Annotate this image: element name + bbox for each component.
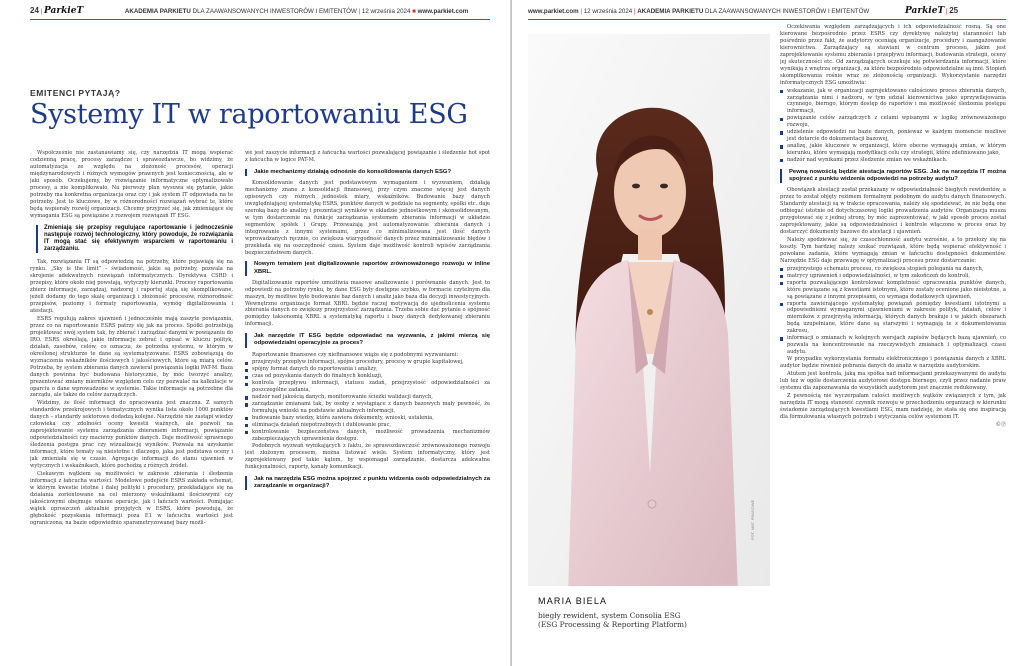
paragraph: Widzimy, że ilość informacji do opracowania jest znaczna. Z samych standardów przekrojowych i tematycznych wynika lista około 1000 punktów danych – standardy sektorowe dodadzą kolejne. Narzędzie nie zastąpi wiedzy człowieka czy zdolności oceny kwestii ważnych, ale pozwoli na zaprojektowanie systemu zarządzania zbieraniem informacji, powiązanie odpowiedzialności czy macierzy punktów danych. Daje możliwość sprawnego śledzenia postępu prac czy wizualizację wyników. Pozwala na uzyskanie informacji, które tematy są nieistotne i dlaczego, jaka jest podstawa oceny i jak zmieniała się w czasie. Agregacje informacji do stanu ujawnień w wytycznych i wskaźnikach, które pochodzą z różnych źródeł. — [30, 400, 233, 469]
article-column-1 — [30, 150, 233, 655]
article-column-2 — [245, 150, 490, 655]
audit-benefits-list — [780, 266, 1006, 356]
paragraph: Atutem jest kontrola, jaką ma spółka nad informacjami przekazywanymi do audytu lub też w ogóle dostarczenia audytorowi dostępu biernego, czyli przez nadanie praw systemu dla zapoznawania do wszystkich audytorem jest znacznie redukowany. — [780, 371, 1006, 391]
question-heading: Jak narzędzie IT ESG będzie odpowiadać na wyzwania, z jakimi mierzą się odpowiedzialni operacyjnie za proces? — [245, 333, 490, 347]
paragraph: Ciekawym wątkiem są możliwości w zakresie zbierania i śledzenia informacji z łańcucha wartości. Modelowe podejście ESRS zakłada schemat, w którym kwestie istotne i dalej polityki i procedury, przekładające się na działania zorientowane na cel mierzony wskaźnikami ilościowymi czy jakościowymi obejmuje własne operacje, jak i łańcuch wartości. Pomijając wątek uproszczeń aktualnie przyjętych w ESRS, które powodują, że głębokość pozyskania informacji poza E1 w łańcuchu wartości jest ograniczona, na bazie odpowiednio sparametryzowanej bazy możli- — [30, 470, 233, 526]
author-role: biegły rewident, system Consolia ESG — [538, 611, 681, 620]
question-heading: Jakie mechanizmy działają odnośnie do konsolidowania danych ESG? — [245, 169, 490, 176]
article-title: Systemy IT w raportowaniu ESG — [30, 99, 468, 130]
site-url: www.parkiet.com — [417, 8, 469, 15]
issue-date: 12 września 2024 — [361, 8, 411, 15]
list-item: analizę, jakie kluczowe w organizacji, które obecne wymagają zmian, w którym kierunku, które wymagają modyfikacji celu czy strategii, które zdefiniowano jako, — [780, 143, 1006, 157]
site-url: www.parkiet.com — [528, 8, 579, 15]
list-item: wskazanie, jak w organizacji zaprojektowano całościowo proces zbierania danych, zarządzania nimi i nadzoru, w tym udział kierownictwa jako uprzywilejowania czynnego, bierngo, którym dostęp do raportów i ma możliwość śledzenia postępu informacji, — [780, 88, 1006, 116]
list-item: nadzór nad wynikami przez śledzenie zmian we wskaźnikach. — [780, 157, 1006, 164]
list-item: raportu zawierającego systematykę powiązań pomiędzy kwestiami istotnymi a odpowiedniemi wymaganymi ujawnieniami w zakresie polityk, działań, celów i mierników z przejrzystą informacją, których danych brakuje i w jakich obszarach będą uzupełniane, które dane są starszymi i wymagają te z dokumentowania zakresu, — [780, 301, 1006, 336]
list-item: czas od pozyskania danych do finalnych konkluzji, — [245, 373, 490, 380]
challenges-list — [245, 359, 490, 442]
page-number: 25 — [949, 6, 959, 15]
list-item: przejrzystego schematu procesu, co zwiększa stopień polegania na danych, — [780, 266, 1006, 273]
paragraph: ESRS regulują zakres ujawnień i jednocześnie mają zaszyte powiązania, przez co na raportowanie ESRS patrzy się jak na proces. Spółki potrzebują projektować swój system tak, by zbierać i zarządzać danymi w powiązaniu do IRO. ESRS określają, jakie informacje zebrać i opisać w kluczu polityk, działań, zasobów, celów, co oznacza, że potrzeba systemu, w którym w określonej strukturze te dane są systematyzowane. ESRS zobowiązują do wyznaczenia wskaźników ilościowych i jakościowych, które są miarą celów. Potrzeba, by system zbierania danych zawierał powiązania logiki PAT-M. Baza danych powinna być budowana historycznie, by móc tworzyć analizy, prezentować zmiany mierników względem celu czy pozwalać na kalkulacje w oparciu o dane wprowadzone w systemie. Takie informacje są potrzebne dla zarządu, ale także do celów zarządczych. — [30, 315, 233, 399]
section-subtitle: DLA ZAAWANSOWANYCH INWESTORÓW I EMITENTÓW — [705, 8, 870, 15]
paragraph: Podobnych wyzwań wynikających z faktu, że sprawozdawczość zrównoważonego rozwoju jest złożonym procesem, można listować wiele. System informatyczny, który jest zaprojektowany pod takie kątem, by wspomagał zarządzanie, dostarcza adekwatne funkcjonalności, raporty, kanały komunikacji. — [245, 442, 490, 470]
list-item: budowanie bazy wiedzy, która zawiera dokumenty, wnioski, ustalenia, — [245, 415, 490, 422]
portrait-illustration — [528, 34, 770, 586]
management-benefits-list — [780, 88, 1006, 164]
list-item: zarządzanie zmianami tak, by osoby z wystąpiące z danych bazowych mały pewność, że formułują wnioski na podstawie aktualnych informacji, — [245, 401, 490, 415]
paragraph: Obowiązek atestacji został przekazany w odpowiedzialność biegłych rewidentów, a przez to został objęty reżimem formalnym podobnym do audytu danych finansowych. Standardy atestacji są w trakcie opracowania, należy się spodziewać, że nie będą one odbiegać istotnie od dotychczasowej logiki prowadzenia audytów. Organizacja musza przygotować się z jednej strony, by móc zaprezentować, w jaki sposób proces został zaprojektowany, jakie są odpowiedzialności i kontrole włączone w proces oraz by dostarczyć dokumenty bazowe do atestacji i ujawnień. — [780, 187, 1006, 235]
paragraph: Z pewnością nie wyczerpałam całości możliwych wątków związanych z tym, jak narzędzia IT mogą stanowić czynnik rozwoju w przechodzeniu organizacji w kierunku świadomie zarządzających kwestiami ESG, mam nadzieję, że stała się one inspiracją dla formułowania własnych potrzeb i wytyczania celów systemom IT. — [780, 392, 1006, 420]
paragraph: Konsolidowanie danych jest podstawowym wymaganiem i wyzwaniem, działają mechanizmy znane z konsolidacji finansowej, przy czym znaczne więcej jest danych opisowych czy różnych jednostek miary, wskaźników. Budowanie bazy danych uwzględniającej systematykę ESRS, punktów danych w podziale na segmenty, spółki etc. daje szeroką bazę do analizy i prezentacji wyników w układzie jednostkowym i skonsolidowanym, w tym dostarczenie na funkcje zarządzania systemem zbierania informacji w układzie segmentów, spółek i Grupy. Przeważają jest automatyzowanie zbierania danych i integrowanie z innymi systemami, przez co minimalizowana jest ilość danych wprowadzanych ręcznie, co zwiększa wiarygodność danych przez minimalizowanie błędów i przekłada się na oszczędność czasu. System daje możliwość kontroli wpisów zarządzania bezpieczeństwem danych. — [245, 180, 490, 256]
issue-date: 12 września 2024 — [583, 8, 633, 15]
section-subtitle: DLA ZAAWANSOWANYCH INWESTORÓW I EMITENTÓW — [192, 8, 357, 15]
list-item: matrycy uprawnień i odpowiedzialności, w tym zakończeń do kontroli, — [780, 273, 1006, 280]
paragraph: Raportowanie finansowe czy niefinansowe wiąże się z podobnymi wyzwaniami: — [252, 351, 459, 358]
paragraph: Współcześnie nie zastanawiamy się, czy narzędzia IT mogą wspierać codzienną pracę, procesy zarządcze i sprawozdawcze, bo widzimy, że automatyzacja ze względu na złożoność procesów, operacji międzynarodowych i różnych wymogów prawnych jest koniecznością, ale w jaki sposób. Oczekujemy, by rozwiązanie informatyczne optymalizowało procesy, a nie komplikowało. Na pierwszy plan wysuwa się pytanie, jakie potrzeby ma konkretna organizacja oraz czy i jak system IT odpowiada na te potrzeby. Jest to kluczowe, by w różnorodności rozwiązań wybrać te, które będą wspierały rozwój organizacji. Chcemy przyjrzeć się, jak zmieniające się wymagania ESG są powiązane z rozwojem rozwiązań IT ESG. — [30, 150, 233, 219]
question-heading: Nowym tematem jest digitalizowanie raportów zrównoważonego rozwoju w inline XBRL. — [245, 261, 490, 275]
question-heading: Jak na narzędzia ESG można spojrzeć z punktu widzenia osób odpowiedzialnych za zarządzanie w organizacji? — [245, 476, 490, 490]
list-item: informacji o zmianach w kolejnych wersjach zapisów będących bazą ujawnień, co pozwala na koncentrowanie na rzeczywistych zmianach i optymalizacji czasu audytu. — [780, 335, 1006, 356]
left-page-header: 24 | ParkieT AKADEMIA PARKIETU DLA ZAAWANSOWANYCH INWESTORÓW I EMITENTÓW | 12 września 2024 ■ www.parkiet.com — [30, 6, 490, 20]
author-description — [538, 611, 687, 630]
paragraph: Tak, rozwiązania IT są odpowiedzią na potrzeby, które pojawiają się na rynku. „Sky is the limit” – świadomość, jakie są potrzeby, pozwala na skrojenie adekwatnych rozwiązań informatycznych. Dyrektywa CSRD i przepisy, które około niej powstają, wytyczyły kierunki. Procesy raportowania zbierz informacje, zarządzaj, nadzoruj i raportuj stają się skomplikowane, jeżeli dodamy do tego skalę organizacji i złożoność procesów, różnorodność przepisów, poziomy i formaty raportowania, wymóg digitalizowania i atestacji. — [30, 259, 233, 315]
article-column-3 — [780, 24, 1006, 660]
lead-quote: Zmieniają się przepisy regulujące raportowanie i jednocześnie następuje rozwój technologiczny, który powoduje, że rozwiązania IT mogą stać się efektywnym wsparciem w raportowaniu i zarządzaniu. — [36, 225, 233, 254]
end-mark: ©Ⓟ — [995, 421, 1006, 428]
paragraph: we jest zaszycie informacji z łańcucha wartości pozwalającej powiązanie i śledzenie hot spot z łańcucha w logice PAT-M. — [245, 150, 490, 163]
section-title: AKADEMIA PARKIETU — [124, 8, 191, 15]
paragraph: Digitalizowanie raportów umożliwia masowe analizowanie i porównanie danych. Jest to odpowiedź na potrzeby rynku, by dane ESG były dostępne szybko, w formacie czytelnym dla maszyn, by możliwe było budowanie baz danych i analiz jako baza dla decyzji inwestycyjnych. Wewnętrzne organizacje format XBRL będzie raczej motywacją do ujednolicenia systemu zbierania danych co zwiększy przejrzystość zarządzania. Trzeba sobie dać pytanie o spójność pomiędzy taksonomią XBRL a systematyką raportu i bazy danych dedykowanej zbieraniu informacji. — [245, 279, 490, 328]
author-platform: (ESG Processing & Reporting Platform) — [538, 620, 687, 630]
paragraph: Oczekiwania względem zarządzających i ich odpowiedzialność rosną. Są one kierowane bezpośrednio przez ESRS czy dyrektywę należytej staranności lub pośrednio przez fakt, że audytorzy oceniają organizacje, procedury i zaangażowanie kierownictwa. Zarządzający są stawiani w centrum procesu, jakim jest zaprojektowanie systemu zbierania i przepływu informacji, budowania strategii, oceny jej skuteczności etc. Od zarządzających oczekuje się potwierdzania informacji, które wynikają z wnętrza organizacji, za które bezpośrednio odpowiedzialne są inni. Stopień skomplikowania rośnie wraz ze złożonością organizacji. Wykorzystanie narzędzi informatycznych ESG umożliwia: — [780, 24, 1006, 86]
right-page-header: www.parkiet.com | 12 września 2024 | AKADEMIA PARKIETU DLA ZAAWANSOWANYCH INWESTORÓW I EMITENTÓW ParkieT | 25 — [528, 6, 1006, 20]
parkiet-logo: ParkieT — [43, 6, 84, 16]
list-item: udzielenie odpowiedzi na bazie danych, ponieważ w każdym momencie możliwe jest dotarcie do dokumentacji bazowej, — [780, 129, 1006, 143]
article-kicker: EMITENCI PYTAJĄ? — [30, 88, 121, 98]
list-item: nadzór nad jakością danych, monitorowanie ścieżki walidacji danych, — [245, 394, 490, 401]
photo-credit: FOT. MAT. PRASOWE — [750, 499, 755, 540]
section-title: AKADEMIA PARKIETU — [637, 8, 704, 15]
list-item: kontrolowanie bezpieczeństwa danych, możliwość prowadzenia mechanizmów zabezpieczających uprawnienia dostępu. — [245, 429, 490, 443]
list-item: spójny format danych do raportowania i analizy, — [245, 366, 490, 373]
list-item: powiązanie celów zarządczych z celami wpisanymi w logikę zrównoważonego rozwoju, — [780, 115, 1006, 129]
paragraph: W przypadku wykorzystania formatu elektronicznego i powiązania danych z XBRL audytor będzie również pobrania danych do analiz w narzędziu audytorskim. — [780, 356, 1006, 370]
list-item: przejrzysty przepływ informacji, spójne procedury, procesy w grupie kapitałowej, — [245, 359, 490, 366]
paragraph: Należy spodziewać się, że czasochłonność audytu wzrośnie, a to przełoży się na koszty. Tym bardziej należy szukać rozwiązań, które będą wspierać efektywność i powołane zadania, które wymagają zmian w łańcuchu dostępności dokumentów. Narzędzie ESG daje przewagę w optymalizacji procesu przez dostarczanie: — [780, 236, 1006, 264]
list-item: kontrola przepływu informacji, statusu zadań, przejrzystość odpowiedzialności za poszczególne zadania, — [245, 380, 490, 394]
list-item: raportu pozwalającego kontrolować kompletność opracowania punktów danych, które powiązane są z kwestiami istotnymi, które zostały ocenione jako nieistotne, a są powiązane z innymi przepisami, co wymaga dodatkowych ujawnień, — [780, 280, 1006, 301]
page-number: 24 — [30, 6, 39, 15]
list-item: eliminacja działań niepotrzebnych i dublowanie prac, — [245, 422, 490, 429]
author-photo — [528, 34, 770, 586]
author-name: MARIA BIELA — [538, 596, 608, 606]
parkiet-logo: ParkieT — [904, 6, 945, 16]
question-heading: Pewną nowością będzie atestacja raportów ESG. Jak na narzędzia IT można spojrzeć z punktu widzenia odpowiedzi na potrzeby audytu? — [780, 169, 1006, 183]
